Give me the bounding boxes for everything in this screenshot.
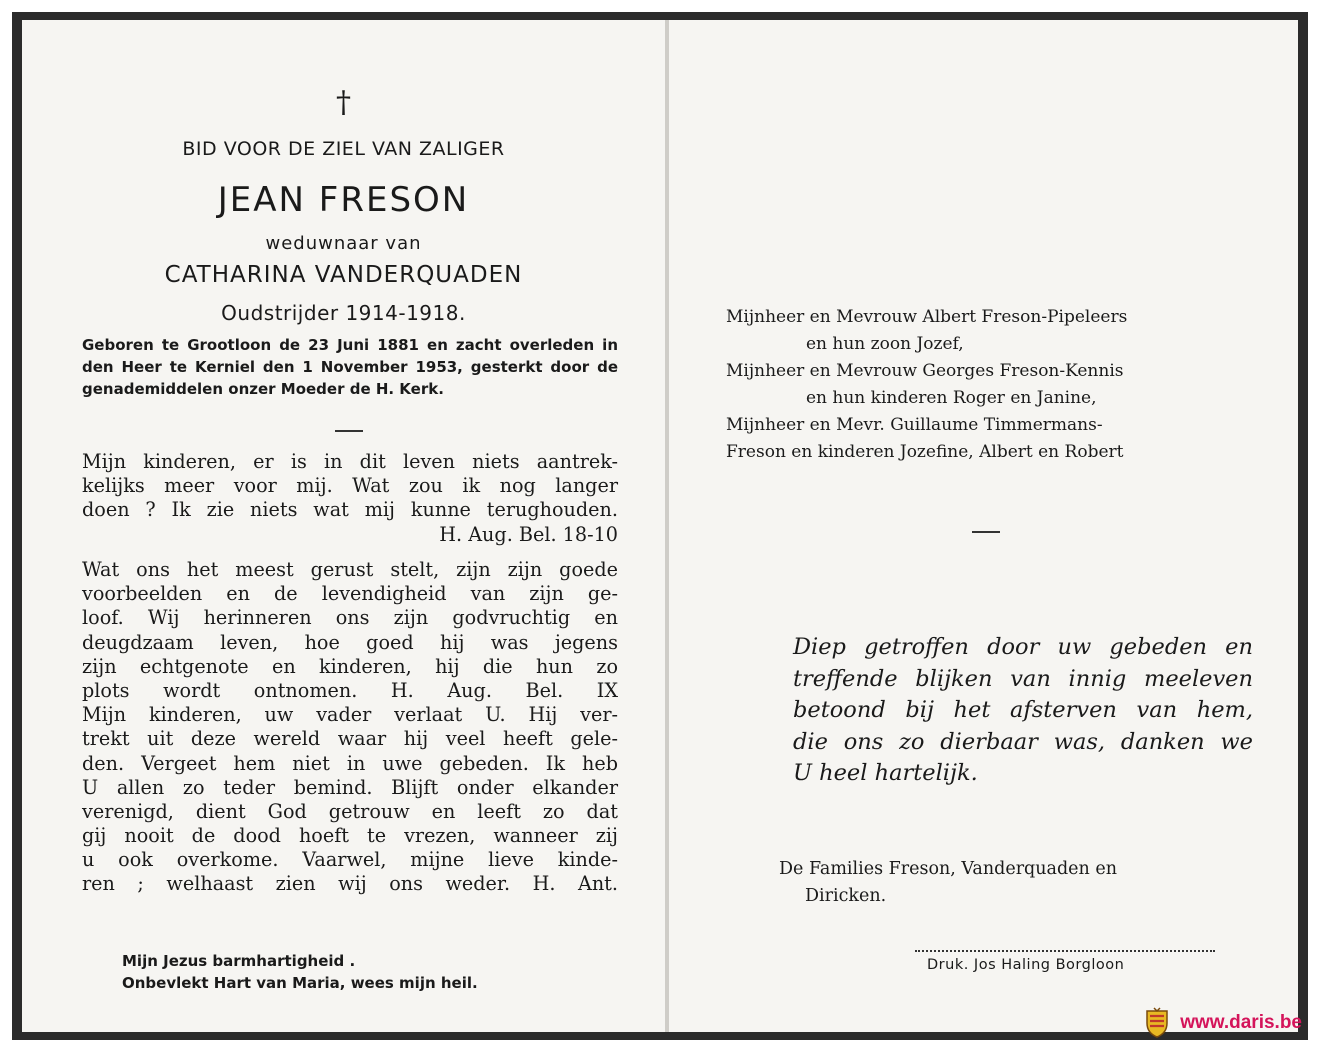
family-line: en hun kinderen Roger en Janine, [806,388,1097,408]
divider [972,531,1000,533]
text-line: trekt uit deze wereld waar hij veel heeft gele- [82,727,618,751]
thanks-line: U heel hartelijk. [793,760,978,786]
thanks-message [793,632,1253,790]
text-line: U allen zo teder bemind. Blijft onder elkander [82,775,618,799]
watermark-text[interactable]: www.daris.be [1180,1012,1302,1033]
family-line: Mijnheer en Mevrouw Georges Freson-Kennis [726,361,1124,381]
prayer-line: Onbevlekt Hart van Maria, wees mijn heil. [122,974,478,992]
text-line: deugdzaam leven, hoe goed hij was jegens [82,630,618,654]
cross-icon: † [336,85,351,120]
text-line: zijn echtgenote en kinderen, hij die hun zo [82,654,618,678]
watermark [1144,1006,1302,1040]
text-line: loof. Wij herinneren ons zijn godvruchtig en [82,606,618,630]
signoff-line: Diricken. [805,886,887,906]
text-line: plots wordt ontnomen. H. Aug. Bel. IX [82,678,618,702]
printer-credit: Druk. Jos Haling Borgloon [927,957,1125,973]
spouse-name: CATHARINA VANDERQUADEN [164,262,523,288]
text-line: doen ? Ik zie niets wat mij kunne terughouden. [82,498,618,522]
prayer-line: Mijn Jezus barmhartigheid . [122,952,356,970]
text-line: den. Vergeet hem niet in uwe gebeden. Ik heb [82,751,618,775]
birth-death-text: Geboren te Grootloon de 23 Juni 1881 en zacht overleden in den Heer te Kerniel den 1 November 1953, gesterkt door de genademiddelen onzer Moeder de H. Kerk. [82,336,618,398]
text-line: Mijn kinderen, uw vader verlaat U. Hij ver- [82,703,618,727]
quote-paragraph-1 [82,450,618,547]
text-line: Mijn kinderen, er is in dit leven niets aantrek- [82,450,618,473]
relation-text: weduwnaar van [265,233,422,254]
divider [335,430,363,432]
text-line: kelijks meer voor mij. Wat zou ik nog langer [82,474,618,498]
text-line: voorbeelden en de levendigheid van zijn ge- [82,582,618,606]
thanks-line: treffende blijken van innig meeleven [793,665,1253,692]
family-line: en hun zoon Jozef, [806,334,964,354]
family-line: Mijnheer en Mevrouw Albert Freson-Pipeleers [726,307,1128,327]
text-line: verenigd, dient God getrouw en leeft zo dat [82,799,618,823]
family-signoff [779,856,1259,910]
text-line: gij nooit de dood hoeft te vrezen, wanneer zij [82,824,618,848]
thanks-line: die ons zo dierbaar was, danken we [793,728,1253,755]
thanks-line: betoond bij het afsterven van hem, [793,697,1253,723]
prayer-heading: BID VOOR DE ZIEL VAN ZALIGER [182,138,505,160]
text-line: u ook overkome. Vaarwel, mijne lieve kinde- [82,848,618,872]
veteran-text: Oudstrijder 1914-1918. [221,301,466,325]
crest-icon [1144,1007,1170,1039]
thanks-line: Diep getroffen door uw gebeden en [793,634,1253,660]
citation: H. Aug. Bel. 18-10 [439,522,618,546]
text-line: Wat ons het meest gerust stelt, zijn zijn goede [82,558,618,581]
quote-paragraph-2 [82,558,618,897]
dotted-rule [915,950,1215,952]
left-page [22,20,665,1032]
text-line: ren ; welhaast zien wij ons weder. H. Ant. [82,872,618,896]
closing-prayer [122,950,592,994]
family-list [726,304,1266,466]
family-line: Mijnheer en Mevr. Guillaume Timmermans- [726,415,1103,435]
right-page [669,20,1298,1032]
deceased-name: JEAN FRESON [217,180,470,220]
memorial-card [12,12,1308,1040]
signoff-line: De Families Freson, Vanderquaden en [779,859,1117,879]
family-line: Freson en kinderen Jozefine, Albert en Robert [726,442,1124,462]
